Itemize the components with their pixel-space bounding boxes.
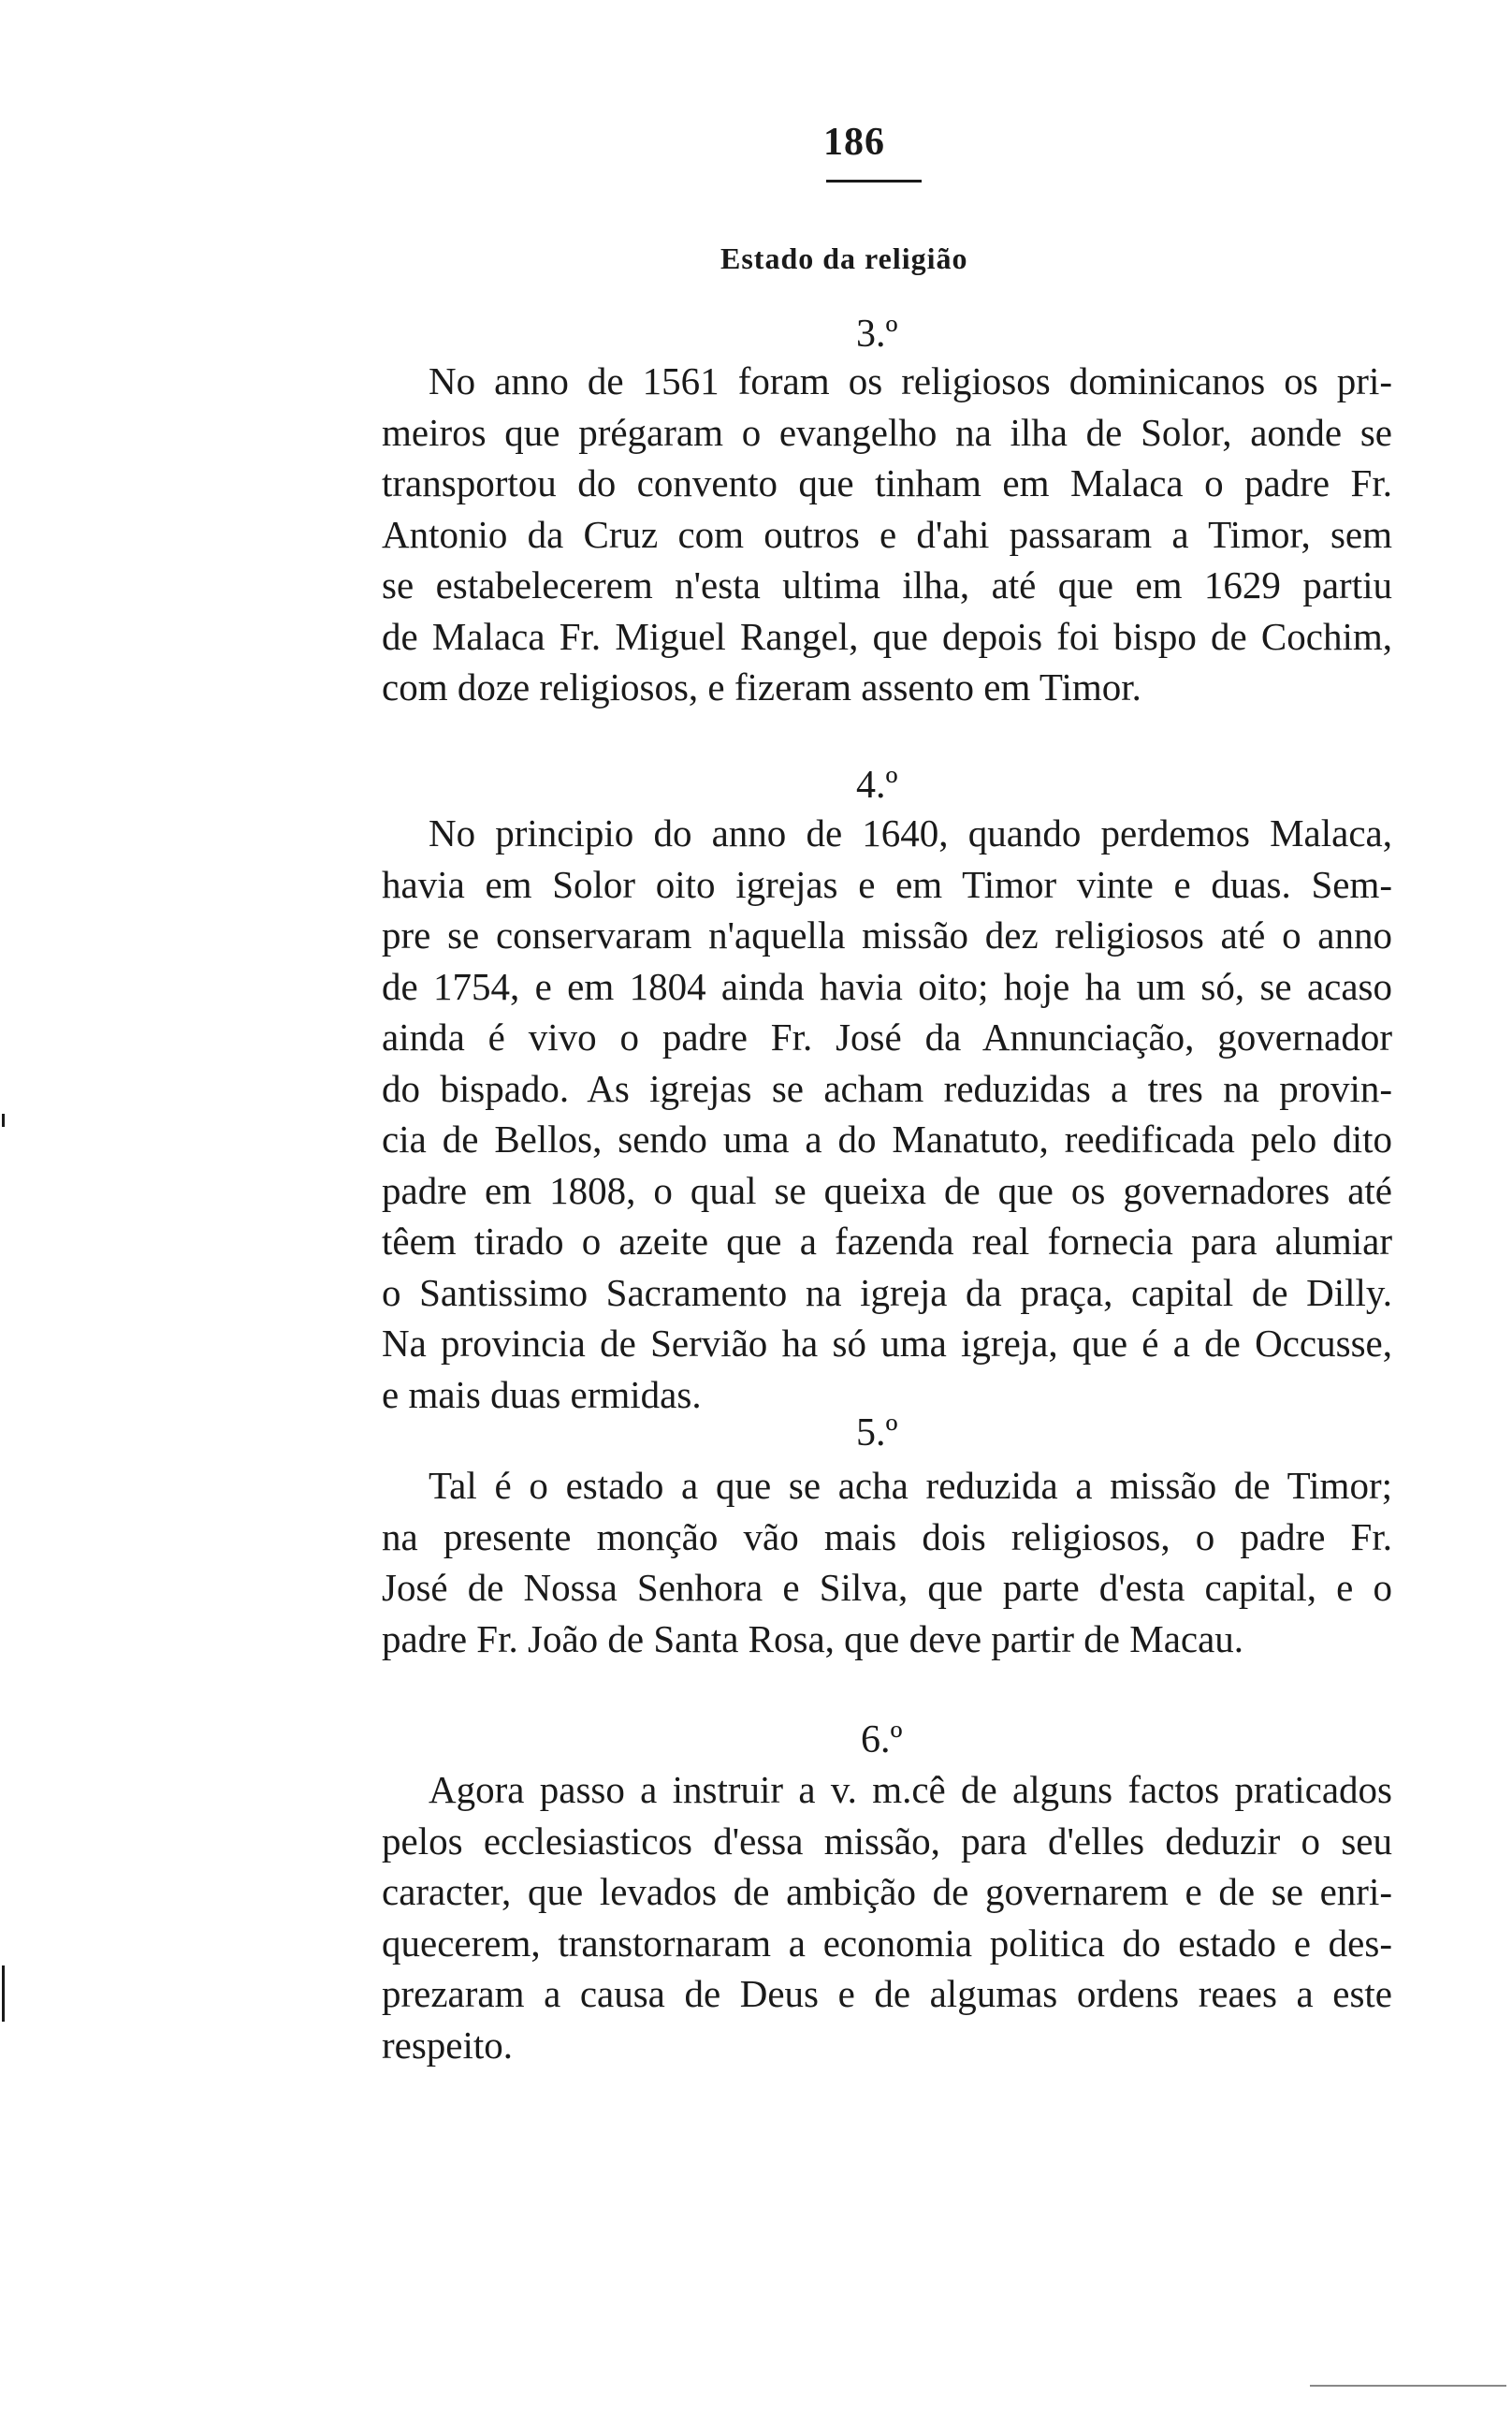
text-line: o Santissimo Sacramento na igreja da praça, capital de Dilly. [382, 1270, 1392, 1314]
section-number-6: 6.º [861, 1718, 903, 1761]
text-line: padre em 1808, o qual se queixa de que os governadores até [382, 1168, 1392, 1212]
text-line: transportou do convento que tinham em Malaca o padre Fr. [382, 461, 1392, 504]
text-line: José de Nossa Senhora e Silva, que parte d'esta capital, e o [382, 1566, 1392, 1609]
text-line: cia de Bellos, sendo uma a do Manatuto, reedificada pelo dito [382, 1118, 1392, 1161]
text-line: Antonio da Cruz com outros e d'ahi passaram a Timor, sem [382, 512, 1392, 556]
text-line: padre Fr. João de Santa Rosa, que deve partir de Macau. [382, 1616, 1244, 1660]
text-line: na presente monção vão mais dois religiosos, o padre Fr. [382, 1514, 1392, 1558]
text-line: quecerem, transtornaram a economia politica do estado e des- [382, 1921, 1392, 1965]
paragraph-3 [382, 356, 1392, 713]
scan-mark [1310, 2385, 1506, 2387]
text-line: respeito. [382, 2023, 514, 2067]
paragraph-5 [382, 1460, 1392, 1664]
text-line: pre se conservaram n'aquella missão dez religiosos até o anno [382, 913, 1392, 957]
scan-mark [2, 1114, 5, 1127]
text-line: se estabelecerem n'esta ultima ilha, até que em 1629 partiu [382, 563, 1392, 606]
section-title: Estado da religião [720, 241, 968, 275]
section-number-5: 5.º [856, 1411, 898, 1454]
text-line: de 1754, e em 1804 ainda havia oito; hoje ha um só, se acaso [382, 964, 1392, 1008]
page-number: 186 [823, 121, 885, 164]
text-line: e mais duas ermidas. [382, 1372, 702, 1416]
text-line: pelos ecclesiasticos d'essa missão, para d'elles deduzir o seu [382, 1819, 1392, 1863]
section-number-3: 3.º [856, 313, 898, 356]
scan-mark [2, 1965, 5, 2022]
section-number-4: 4.º [856, 764, 898, 807]
text-line: Agora passo a instruir a v. m.cê de alguns factos praticados [429, 1768, 1392, 1811]
text-line: caracter, que levados de ambição de governarem e de se enri- [382, 1870, 1392, 1913]
text-line: No principio do anno de 1640, quando perdemos Malaca, [429, 811, 1392, 855]
text-line: do bispado. As igrejas se acham reduzidas a tres na provin- [382, 1066, 1392, 1110]
text-line: de Malaca Fr. Miguel Rangel, que depois foi bispo de Cochim, [382, 614, 1392, 658]
text-line: Na provincia de Servião ha só uma igreja, que é a de Occusse, [382, 1322, 1392, 1365]
paragraph-6 [382, 1764, 1392, 2070]
text-line: meiros que prégaram o evangelho na ilha de Solor, aonde se [382, 410, 1392, 454]
text-line: ainda é vivo o padre Fr. José da Annunciação, governador [382, 1016, 1392, 1059]
text-line: têem tirado o azeite que a fazenda real fornecia para alumiar [382, 1220, 1392, 1263]
text-line: Tal é o estado a que se acha reduzida a missão de Timor; [429, 1464, 1392, 1507]
text-line: No anno de 1561 foram os religiosos dominicanos os pri- [429, 359, 1392, 402]
text-line: com doze religiosos, e fizeram assento em Timor. [382, 665, 1141, 709]
text-line: prezaram a causa de Deus e de algumas ordens reaes a este [382, 1972, 1392, 2015]
text-line: havia em Solor oito igrejas e em Timor vinte e duas. Sem- [382, 862, 1392, 906]
paragraph-4 [382, 808, 1392, 1420]
page-number-rule [826, 180, 922, 183]
